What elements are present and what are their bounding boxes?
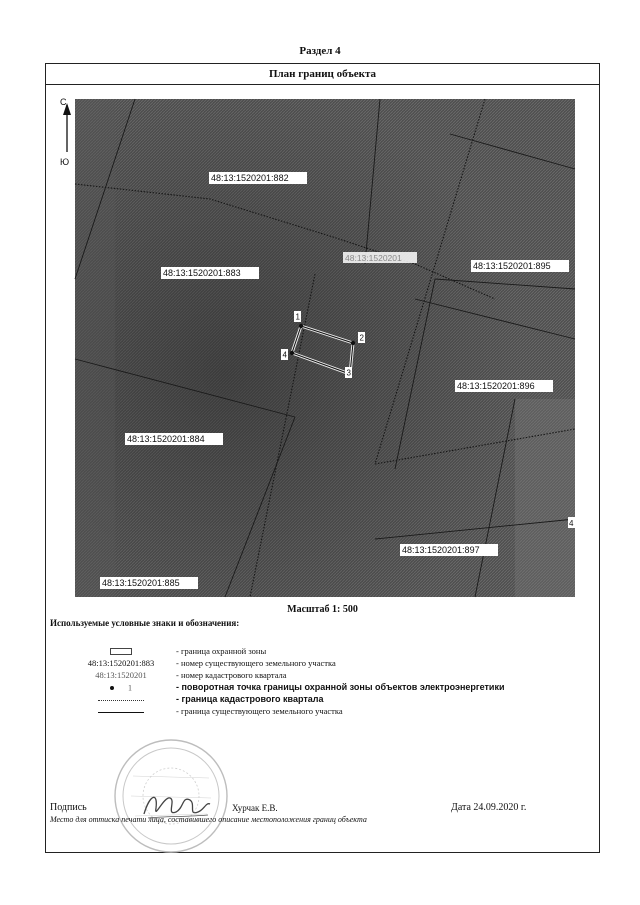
quarter-label: 48:13:1520201 — [345, 253, 402, 263]
turning-point-4 — [290, 351, 294, 355]
legend-row: - граница охранной зоны — [66, 646, 586, 657]
edge-label: 4 — [569, 519, 574, 528]
legend-row: - граница существующего земельного участка — [66, 706, 586, 717]
boundary-map — [60, 97, 575, 597]
signer-name: Хурчак Е.В. — [232, 803, 278, 813]
parcel-label: 48:13:1520201:882 — [211, 173, 289, 183]
parcel-boundary-icon — [98, 712, 144, 713]
legend-row: 48:13:1520201:883 - номер существующего земельного участка — [87, 658, 336, 668]
map-scale: Масштаб 1: 500 — [287, 604, 358, 615]
compass-south: Ю — [60, 157, 70, 167]
legend-row: - граница кадастрового квартала — [66, 694, 586, 705]
signature-label: Подпись — [50, 802, 87, 813]
compass-north: С — [60, 97, 67, 107]
parcel-label: 48:13:1520201:884 — [127, 434, 205, 444]
signature-date: Дата 24.09.2020 г. — [451, 802, 527, 813]
section-title: Раздел 4 — [299, 45, 341, 57]
parcel-label: 48:13:1520201:896 — [457, 381, 535, 391]
zone-boundary-icon — [110, 648, 132, 655]
legend-row: 1 - поворотная точка границы охранной зоны объектов электроэнергетики — [66, 682, 586, 693]
legend-row: 48:13:1520201 - номер кадастрового квартала — [95, 670, 287, 680]
stamp-note: Место для оттиска печати лица, составившего описание местоположения границ объекта — [50, 815, 367, 824]
legend-title: Используемые условные знаки и обозначения: — [50, 618, 240, 628]
turning-point-2 — [351, 341, 355, 345]
turning-point-label: 4 — [282, 350, 287, 360]
turning-point-label: 2 — [359, 333, 364, 343]
parcel-label: 48:13:1520201:885 — [102, 578, 180, 588]
turning-point-label: 3 — [346, 368, 351, 378]
compass-icon — [60, 97, 71, 167]
turn-point-icon — [110, 686, 114, 690]
plan-frame — [45, 63, 600, 853]
plan-title: План границ объекта — [46, 64, 599, 85]
parcel-label: 48:13:1520201:897 — [402, 545, 480, 555]
turning-point-1 — [299, 324, 303, 328]
turning-point-label: 1 — [295, 312, 300, 322]
quarter-boundary-icon — [98, 700, 144, 701]
parcel-label: 48:13:1520201:895 — [473, 261, 551, 271]
parcel-label: 48:13:1520201:883 — [163, 268, 241, 278]
